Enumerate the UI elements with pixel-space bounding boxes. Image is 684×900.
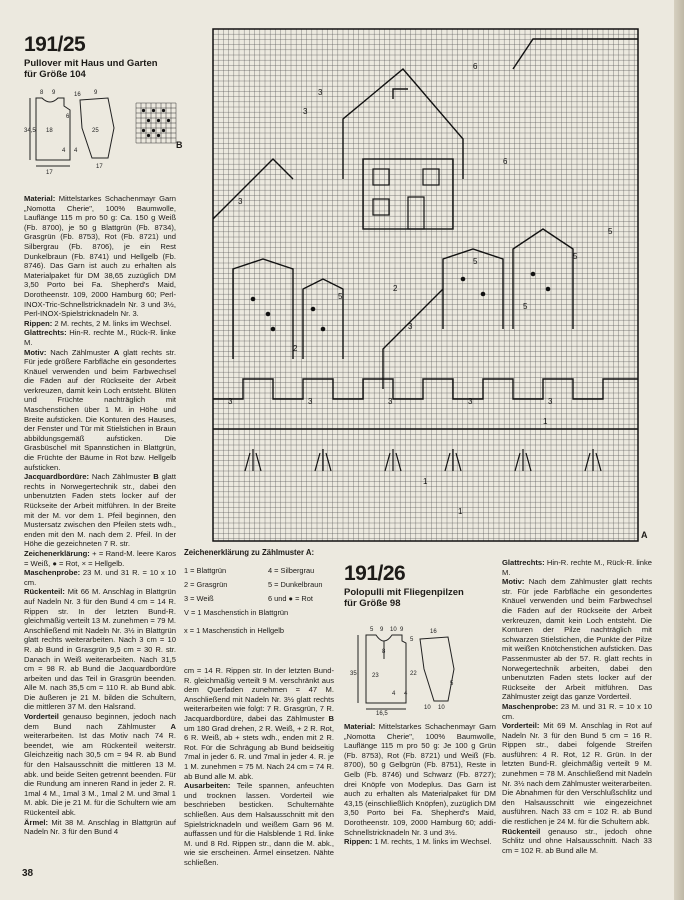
schematic-label: 5 <box>370 627 374 633</box>
chart-a-region-number: 3 <box>468 397 473 406</box>
page-number: 38 <box>22 868 34 879</box>
schematic-label: 18 <box>46 128 53 134</box>
legend-item: 2 = Grasgrün <box>184 580 228 589</box>
schematic-label: 25 <box>92 128 99 134</box>
schematic-label: 9 <box>380 627 384 633</box>
chart-a-label: A <box>641 530 648 540</box>
chart-a-region-number: 6 <box>503 157 508 166</box>
schematic-label: 16 <box>74 92 81 98</box>
schematic-label: 4 <box>392 691 396 697</box>
schematic-label: 10 <box>424 705 431 711</box>
instructions-191-26-col2: Glattrechts: Hin-R. rechte M., Rück-R. linke M. Motiv: Nach dem Zählmuster glatt rechts str. Für jede Farbfläche ein gesondertes Knäuel verwenden und beim Farbwechsel die Fäden auf der Rückseite der Arbeit verkreuzen, damit kein Loch entsteht. Die Konturen der Pilze nachträglich mit schwarzen Stielstichen, die Punkte der Pilze mit weißen Knötchenstichen aufsticken. Das Passenmuster ab der 57. R. glatt rechts in Norwegertechnik arbeiten, dabei den unbenutzten Faden stets locker auf der Rückseite der Arbeit mitführen. Das Zählmuster zeigt das ganze Vorderteil. Maschenprobe: 23 M. und 31 R. = 10 x 10 cm. Vorderteil: Mit 69 M. Anschlag in Rot auf Nadeln Nr. 3 für den Bund 5 cm = 16 R. Rippen str., dabei folgende Streifen ausführen: 4 R. Rot, 12 R. Grün. In der letzten Bund-R. gleichmäßig verteilt 9 M. zunehmen = 78 M. Anschließend mit Nadeln Nr. 3½ nach dem Zählmuster weiterarbeiten. Die Abnahmen für den Verschlußschlitz und den Halsausschnitt wie eingezeichnet ausführen. Nach 33 cm = 102 R. ab Bund die restlichen je 24 M. für die Schultern abk. Rückenteil genauso str., jedoch ohne Schlitz und ohne Halsausschnitt. Nach 33 cm = 102 R. ab Bund alle M. <box>502 558 652 855</box>
schematic-label: 8 <box>40 90 44 96</box>
legend-title: Zeichenerklärung zu Zählmuster A: <box>184 548 315 557</box>
chart-a-fruit-dot <box>251 297 256 302</box>
chart-b-dot <box>147 119 150 122</box>
chart-a-region-number: 1 <box>458 507 463 516</box>
chart-a-region-number: 1 <box>423 477 428 486</box>
schematic-label: 16 <box>430 629 437 635</box>
chart-b-dot <box>152 129 155 132</box>
chart-b-dot <box>167 119 170 122</box>
chart-a-region-number: 5 <box>523 302 528 311</box>
schematic-label: 16,5 <box>376 711 388 717</box>
chart-a-region-number: 3 <box>548 397 553 406</box>
chart-a-region-number: 2 <box>293 344 298 353</box>
schematic-label: 10 <box>390 627 397 633</box>
chart-b-dot <box>152 109 155 112</box>
schematic-label: 9 <box>52 90 56 96</box>
legend-item: 5 = Dunkelbraun <box>268 580 323 589</box>
legend <box>184 564 334 654</box>
garment-schematic-191-26 <box>346 625 466 715</box>
chart-a-region-number: 3 <box>408 322 413 331</box>
schematic-label: 9 <box>94 90 98 96</box>
instructions-191-25-col2: cm = 14 R. Rippen str. In der letzten Bund-R. gleichmäßig verteilt 9 M. verschränkt aus dem Querfaden zunehmen = 47 M. Anschließend mit Nadeln Nr. 3½ glatt rechts weiterarbeiten wie folgt: 7 R. Grasgrün, 7 R. Jacquardbordüre, dabei das Zählmuster B um 180 Grad drehen, 2 R. Weiß, + 2 R. Rot, 6 R. Weiß, ab + stets wdh., enden mit 2 R. Rot. Für die Schrägung ab Bund beidseitig 7mal in jeder 6. R. und 7mal in jeder 4. R. je 1 M. zunehmen = 75 M. Nach 24 cm = 74 R. ab Bund alle M. abk. Ausarbeiten: Teile spannen, anfeuchten und trocknen lassen. Vorderteil wie beschrieben besticken. Schulternähte schließen. Aus dem Halsausschnitt mit den Spielstricknadeln und weißem Garn 96 M. auffassen und für die Halsblende 1 Rd. linke M. und 8 Rd. Rippen str., dann die M. abk., wie sie erscheinen. Ärmel einsetzen. Nähte schließen. <box>184 666 334 867</box>
pattern-title-line1: Polopulli mit Fliegenpilzen <box>344 587 464 598</box>
schematic-label: 35 <box>350 671 357 677</box>
instructions-191-25-col1: Material: Mittelstarkes Schachenmayr Garn „Nomotta Cherie", 100% Baumwolle, Lauflänge 115 m pro 50 g: Ca. 150 g Weiß (Fb. 8700), je 50 g Blattgrün (Fb. 8734), Grasgrün (Fb. 8753), Rot (Fb. 8721) und Silbergrau (Fb. 8706), je ein Rest Dunkelbraun (Fb. 8741) und Hellgelb (Fb. 8746). Das Garn ist auch zu erhalten als Materialpaket für DM 38,65 zuzüglich DM 3,50 Porto bei Fa. Shepherd's Maid, Dorotheenstr. 109, 2000 Hamburg 60; Perl-INOX-Tric-Schnellstricknadeln Nr. 3 und 3½, Perl-INOX-Spielstricknadeln Nr. 3. Rippen: 2 M. rechts, 2 M. links im Wechsel. Glattrechts: Hin-R. rechte M., Rück-R. linke M. Motiv: Nach Zählmuster A glatt rechts str. Für jede größere Farbfläche ein gesondertes Knäuel verwenden und beim Farbwechsel die Fäden auf der Rückseite der Arbeit verkreuzen, damit kein Loch entsteht. Blüten und Früchte nachträglich mit Maschenstichen über 1 M. in Höhe und Breite aufsticken. Die Konturen des Hauses, der Fenster und Tür mit Stielstichen in Braun abbildungsgemäß aufsticken. Die Grasbüschel mit Spannstichen in Blattgrün, die Früchte der Bäume in Rot bzw. Hellgelb aufsticken. Jacquardbordüre: Nach Zählmuster B glatt rechts in Norwegertechnik str., dabei den unbenutzten Faden stets locker auf der Rückseite der Arbeit mitführen. In der Breite mit der M. vor dem 1. Pfeil beginnen, den Mustersatz zwischen den Pfeilen stets wdh., enden mit den M. nach dem 2. Pfeil. In der Höhe die gezeichneten 7 R. str. Zeichenerklärung: + = Rand-M. leere Karos = Weiß, ● = Rot, × = Hellgelb. Maschenprobe: 23 M. und 31 R. = 10 x 10 cm. Rückenteil: Mit 66 M. Anschlag in Blattgrün auf Nadeln Nr. 3 für den Bund 4 cm = 14 R. Rippen str. In der letzten Bund-R. gleichmäßig verteilt 13 M. zunehmen = 79 M. Anschließend mit Nadeln Nr. 3½ in Blattgrün glatt rechts weiterarbeiten. Nach 3 cm = 10 R. ab Bund in Grasgrün 9,5 cm = 30 R. str. Danach in Weiß weiterarbeiten. Nach 31,5 cm = 98 R. ab Bund die Jacquardbordüre arbeiten und das Teil in Grasgrün beenden. Alle M. nach 35,5 cm = 110 R. ab Bund abk. Die äußeren je 21 M. bilden die Schultern, die mittleren 37 M. den Halsrand. Vorderteil genauso beginnen, jedoch nach dem Bund nach Zählmuster A weiterarbeiten. Ist das Motiv nach 74 R. beendet, wie am Rückenteil weiterstr. Gleichzeitig nach 30,5 cm = 94 R. ab Bund für den Halsausschnitt die mittleren 13 M. abk. und beide Seiten getrennt beenden. Für die Rundung am inneren Rand in jeder 2. R. 1mal 4 M., 1mal 3 M., 1mal 2 M. und 3mal 1 M. abk. Die je 21 M. für die Schultern wie am Rückenteil abk. Ärmel: Mit 38 M. Anschlag in Blattgrün auf Nadeln Nr. 3 für den Bund 4 <box>24 194 176 837</box>
chart-a-region-number: 3 <box>228 397 233 406</box>
chart-a-fruit-dot <box>321 327 326 332</box>
chart-a-region-number: 5 <box>338 292 343 301</box>
schematic-label: 34,5 <box>24 128 36 134</box>
legend-item: 1 = Blattgrün <box>184 566 227 575</box>
pattern-title-line2: für Größe 98 <box>344 598 401 609</box>
schematic-label: 8 <box>382 649 386 655</box>
chart-a-region-number: 1 <box>543 417 548 426</box>
chart-a-region-number: 5 <box>473 257 478 266</box>
chart-b-label: B <box>176 140 183 150</box>
legend-item: V = 1 Maschenstich in Blattgrün <box>184 608 289 617</box>
pattern-title-191-26 <box>344 587 464 609</box>
legend-item: 4 = Silbergrau <box>268 566 315 575</box>
schematic-label: 22 <box>410 671 417 677</box>
chart-b-dot <box>162 129 165 132</box>
chart-a-region-number: 3 <box>308 397 313 406</box>
schematic-label: 9 <box>400 627 404 633</box>
schematic-label: 5 <box>410 637 414 643</box>
schematic-label: 17 <box>46 170 53 176</box>
pattern-number-191-26: 191/26 <box>344 562 406 585</box>
chart-a-region-number: 2 <box>393 284 398 293</box>
chart-a-region-number: 5 <box>573 252 578 261</box>
pattern-title-line2: für Größe 104 <box>24 69 86 80</box>
chart-b-dot <box>147 134 150 137</box>
schematic-label: 4 <box>404 691 408 697</box>
chart-b-dot <box>142 109 145 112</box>
chart-a-fruit-dot <box>546 287 551 292</box>
chart-b-dot <box>157 134 160 137</box>
legend-item: 6 und ● = Rot <box>268 594 313 603</box>
schematic-label: 23 <box>372 673 379 679</box>
schematic-label: 4 <box>62 148 66 154</box>
page-edge <box>674 0 684 900</box>
chart-b-dot <box>162 109 165 112</box>
legend-item: 3 = Weiß <box>184 594 214 603</box>
schematic-label: 17 <box>96 164 103 170</box>
schematic-label: 10 <box>438 705 445 711</box>
chart-a-fruit-dot <box>461 277 466 282</box>
chart-a <box>213 29 638 541</box>
chart-a-fruit-dot <box>271 327 276 332</box>
chart-a-region-number: 5 <box>608 227 613 236</box>
instructions-191-26-col1: Material: Mittelstarkes Schachenmayr Garn „Nomotta Cherie", 100% Baumwolle, Lauflänge 115 m pro 50 g: Je 100 g Grün (Fb. 8753), Rot (Fb. 8721) und Weiß (Fb. 8700), 50 g Gelbgrün (Fb. 8751), Reste in Gelb (Fb. 8746) und Schwarz (Fb. 8727); drei Knöpfe von Modeplus. Das Garn ist auch zu erhalten als Materialpaket für DM 43,15 (einschließlich Knöpfen), zuzüglich DM 3,50 Porto bei Fa. Shepherd's Maid, Dorotheenstr. 109, 2000 Hamburg 60; addi-Schnellstricknadeln Nr. 3 und 3½. Rippen: 1 M. rechts, 1 M. links im Wechsel. <box>344 722 496 847</box>
chart-a-region-number: 3 <box>388 397 393 406</box>
chart-a-region-number: 3 <box>238 197 243 206</box>
legend-item: x = 1 Maschenstich in Hellgelb <box>184 626 285 635</box>
schematic-label: 4 <box>74 148 78 154</box>
chart-a-region-number: 3 <box>303 107 308 116</box>
chart-a-fruit-dot <box>266 312 271 317</box>
chart-a-region-number: 3 <box>318 88 323 97</box>
chart-a-fruit-dot <box>531 272 536 277</box>
schematic-label: 6 <box>66 114 70 120</box>
pattern-number-191-25: 191/25 <box>24 33 86 56</box>
chart-a-region-number: 6 <box>473 62 478 71</box>
chart-a-fruit-dot <box>481 292 486 297</box>
pattern-title-line1: Pullover mit Haus und Garten <box>24 58 158 69</box>
chart-a-fruit-dot <box>311 307 316 312</box>
schematic-label: 5 <box>450 681 454 687</box>
pattern-title-191-25 <box>24 58 158 80</box>
chart-a-background <box>213 29 638 541</box>
chart-b-dot <box>142 129 145 132</box>
garment-schematic-191-25 <box>22 88 122 176</box>
chart-b-dot <box>157 119 160 122</box>
